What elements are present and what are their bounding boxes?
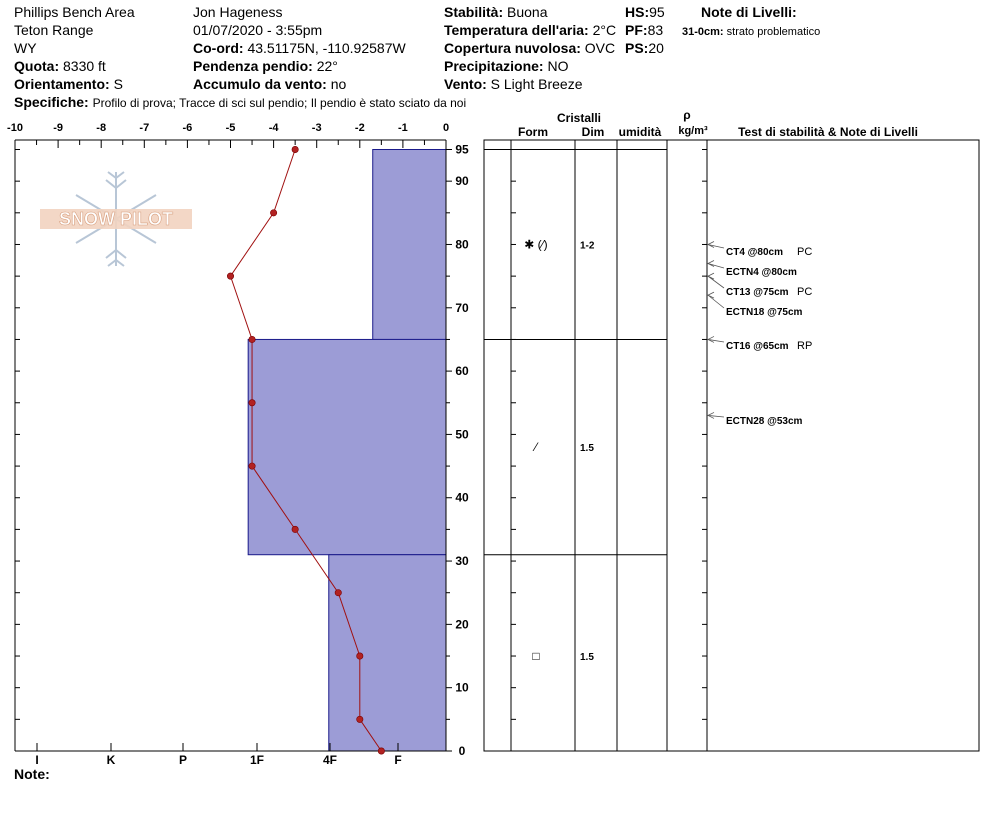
tests-header: Test di stabilità & Note di Livelli [738,125,918,139]
cloud-label: Copertura nuvolosa: [444,40,581,56]
layer-note-range: 31-0cm: [682,26,724,38]
specifics-label: Specifiche: [14,94,89,110]
precip-value: NO [547,58,569,74]
notes-label: Note: [14,766,50,782]
logo-text: SNOW PILOT [59,209,173,229]
air-temp-label: Temperatura dell'aria: [444,22,589,38]
hardness-label: I [35,753,39,767]
wind-label: Vento: [444,76,487,92]
temp-tick-label: -8 [96,122,107,134]
temperature-point [292,146,298,152]
location: Phillips Bench Area [14,4,135,20]
table-frame [484,140,979,751]
height-tick-label: 60 [455,364,469,379]
height-tick-label: 50 [455,427,469,442]
stability-test-label: CT16 @65cm [726,341,789,352]
wind-load-label: Accumulo da vento: [193,76,327,92]
test-pointer-line [708,295,724,308]
crystals-header: Cristalli [556,111,602,125]
ps-value: 20 [648,40,664,56]
rho-header: ρ [683,108,691,122]
temperature-point [249,463,255,469]
hardness-label: F [394,753,402,767]
slope-label: Pendenza pendio: [193,58,313,74]
layer-note-text: strato problematico [726,26,821,38]
temperature-point [335,590,341,596]
stability-value: Buona [507,4,548,20]
ps-label: PS: [625,40,649,56]
temp-tick-label: -6 [182,122,193,134]
layer-size-1: 1-2 [580,240,595,252]
observer: Jon Hageness [193,4,283,20]
elevation-label: Quota: [14,58,60,74]
hardness-label: 4F [322,753,338,767]
hardness-bar-3 [329,555,446,751]
temp-tick-label: -10 [7,122,23,134]
temp-tick-label: -4 [268,122,279,134]
layer-form-2: ⁄ [534,440,538,455]
hs-label: HS: [625,4,650,20]
wind-value: S Light Breeze [490,76,583,92]
slope-value: 22° [316,58,338,74]
stability-test-result: PC [797,286,813,298]
height-tick-label: 10 [455,680,469,695]
density-unit-header: kg/m³ [678,125,708,137]
precip-label: Precipitazione: [444,58,544,74]
pf-label: PF: [625,22,648,38]
height-tick-label: 70 [455,300,469,315]
temperature-point [270,210,276,216]
temp-tick-label: -1 [398,122,408,134]
aspect-value: S [113,76,123,92]
cloud-value: OVC [584,40,616,56]
hardness-bar-1 [373,149,446,339]
hardness-label: 1F [249,753,265,767]
stability-test-result: RP [797,340,813,352]
elevation-value: 8330 ft [63,58,106,74]
datetime: 01/07/2020 - 3:55pm [193,22,323,38]
height-tick-label: 40 [455,490,469,505]
temp-tick-label: -3 [311,122,322,134]
layer-form-1: ✱ (⁄) [524,237,548,252]
form-header: Form [518,125,548,139]
stability-label: Stabilità: [444,4,504,20]
coord-value: 43.51175N, -110.92587W [247,40,406,56]
temp-tick-label: -9 [53,122,63,134]
temp-tick-label: -5 [225,122,236,134]
stability-test-label: CT13 @75cm [726,287,789,298]
height-tick-label: 90 [455,174,469,189]
temperature-point [227,273,233,279]
hardness-label: K [106,753,116,767]
temperature-point [378,748,384,754]
temperature-point [292,526,298,532]
test-pointer-line [708,276,724,288]
stability-test-label: ECTN28 @53cm [726,416,803,427]
size-header: Dim [581,125,605,139]
height-tick-label: 0 [458,744,466,758]
test-pointer-line [708,244,724,248]
height-tick-label: 30 [455,554,469,569]
specifics-value: Profilo di prova; Tracce di sci sul pendio; Il pendio è stato sciato da noi [92,96,467,110]
state: WY [14,40,37,56]
temp-tick-label: -2 [354,122,365,134]
temp-tick-label: 0 [442,122,450,134]
wind-load-value: no [330,76,347,92]
range: Teton Range [14,22,94,38]
layer-form-3: □ [532,649,540,664]
hardness-label: P [178,753,188,767]
stability-test-label: ECTN4 @80cm [726,267,797,278]
temp-tick-label: -7 [139,122,150,134]
layer-size-2: 1.5 [580,443,594,455]
test-pointer-line [708,263,724,268]
temperature-point [249,336,255,342]
moisture-header: umidità [618,125,662,139]
stability-test-label: ECTN18 @75cm [726,307,803,318]
hardness-bar-2 [248,339,446,554]
height-tick-label: 80 [455,237,469,252]
layer-size-3: 1.5 [580,652,594,664]
snowpilot-logo [40,172,192,266]
height-tick-label: 95 [455,142,469,157]
height-tick-label: 20 [455,617,469,632]
layer-notes-title: Note di Livelli: [701,4,797,20]
pf-value: 83 [647,22,664,38]
hs-value: 95 [649,4,665,20]
stability-test-label: CT4 @80cm [726,247,783,258]
aspect-label: Orientamento: [14,76,110,92]
temperature-point [249,400,255,406]
air-temp-value: 2°C [592,22,617,38]
coord-label: Co-ord: [193,40,244,56]
stability-test-result: PC [797,246,813,258]
temperature-point [357,653,363,659]
temperature-point [357,716,363,722]
